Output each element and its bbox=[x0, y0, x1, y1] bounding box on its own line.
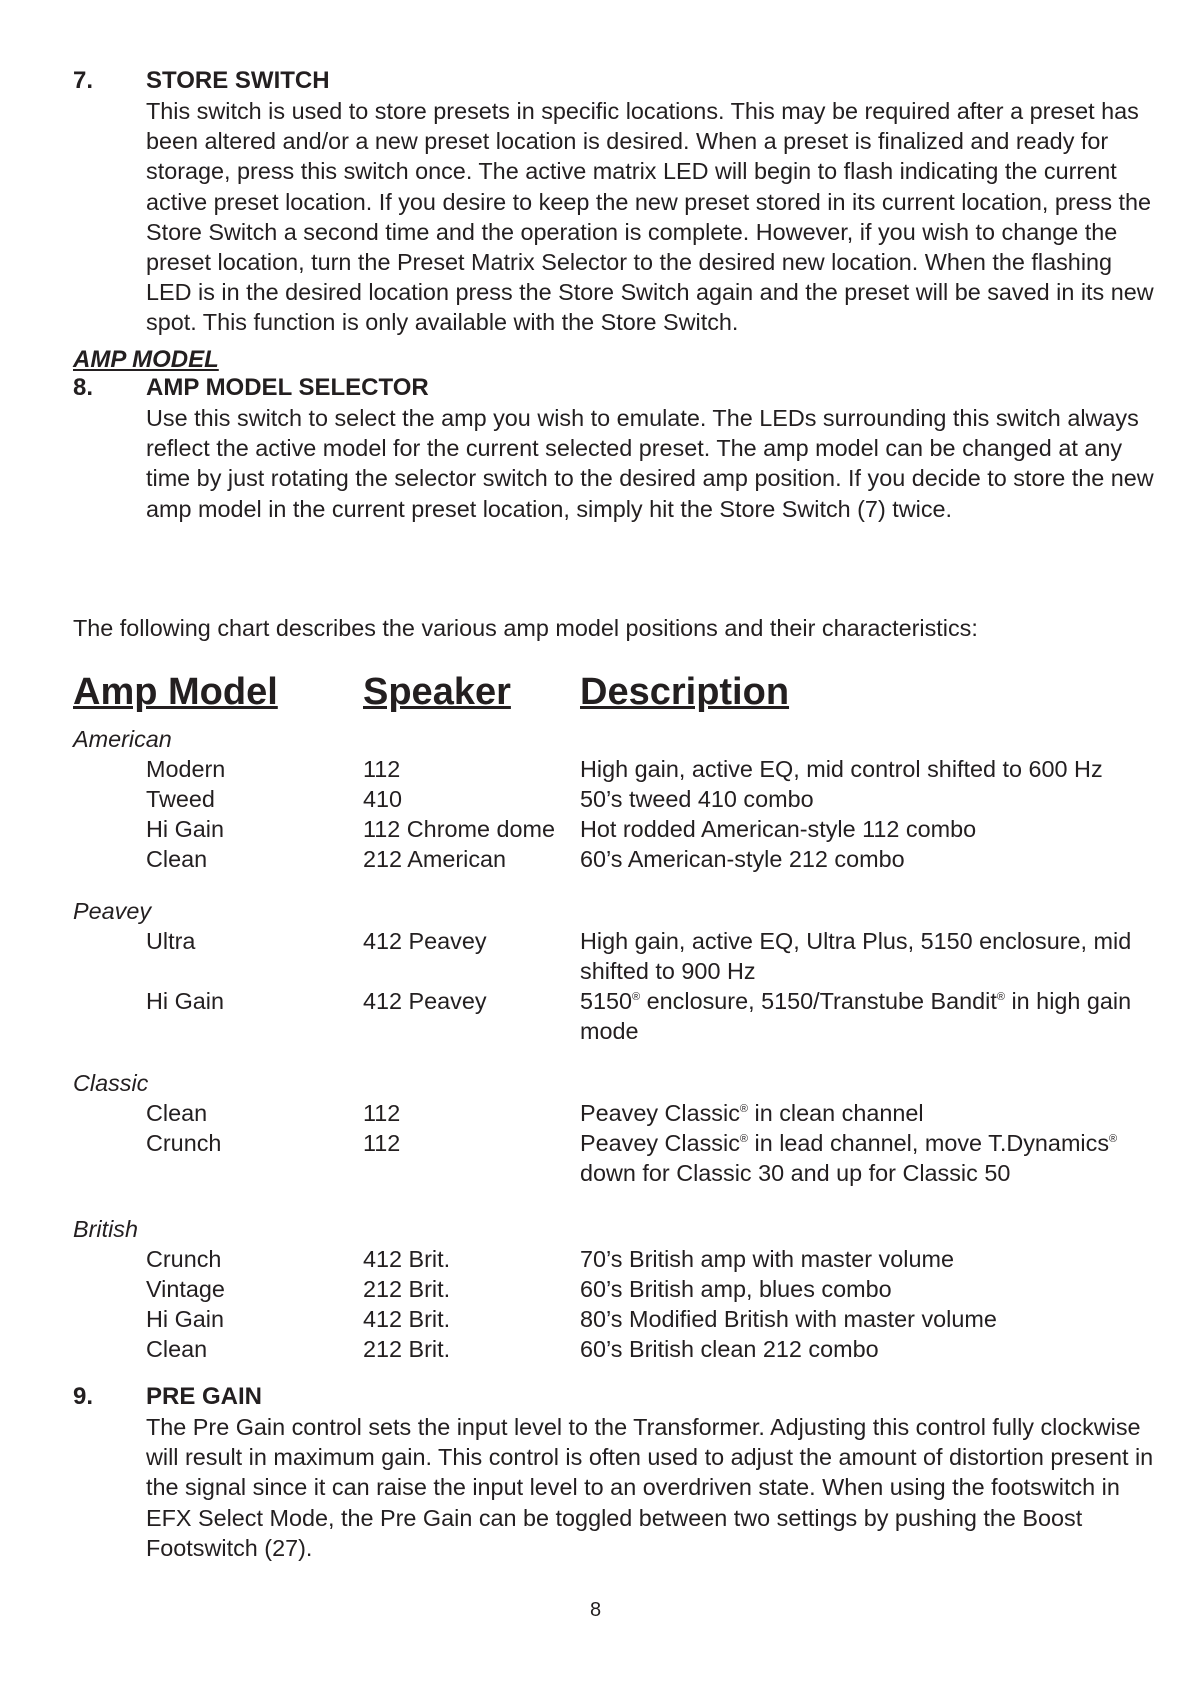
cell-description: 50’s tweed 410 combo bbox=[580, 786, 814, 812]
cell-speaker: 212 American bbox=[363, 846, 507, 872]
cell-speaker: 412 Peavey bbox=[363, 988, 487, 1014]
cell-speaker: 112 bbox=[363, 756, 401, 782]
registered-mark: ® bbox=[739, 1103, 749, 1115]
item-7-number: 7. bbox=[73, 67, 94, 94]
cell-speaker: 212 Brit. bbox=[363, 1336, 451, 1362]
cell-speaker: 410 bbox=[363, 786, 403, 812]
item-9-body: The Pre Gain control sets the input level to the Transformer. Adjusting this control fully clockwise will result in maximum gain. This control is often used to adjust the amount of distortion present in the signal since it can raise the input level to an overdriven state. When using the footswitch in EFX Select Mode, the Pre Gain can be toggled between two settings by pushing the Boost Footswitch (27). bbox=[146, 1414, 1154, 1561]
cell-description: 80’s Modified British with master volume bbox=[580, 1306, 997, 1332]
cell-amp-model: Ultra bbox=[146, 928, 196, 954]
description-text: in lead channel, move T.Dynamics bbox=[748, 1130, 1110, 1156]
section-title-amp-model: AMP MODEL bbox=[73, 346, 219, 373]
cell-amp-model: Hi Gain bbox=[146, 1306, 224, 1332]
group-name-american: American bbox=[73, 726, 172, 752]
cell-amp-model: Clean bbox=[146, 846, 208, 872]
column-header-amp-model: Amp Model bbox=[73, 671, 278, 713]
description-text: 5150 bbox=[580, 988, 633, 1014]
item-9-number: 9. bbox=[73, 1383, 94, 1410]
column-header-speaker: Speaker bbox=[363, 671, 511, 713]
registered-mark: ® bbox=[739, 1133, 749, 1145]
column-header-description: Description bbox=[580, 671, 790, 713]
description-text: in clean channel bbox=[748, 1100, 924, 1126]
page-number: 8 bbox=[589, 1599, 602, 1621]
description-text: in high gain mode bbox=[580, 988, 1132, 1044]
cell-amp-model: Hi Gain bbox=[146, 816, 224, 842]
item-9-heading: PRE GAIN bbox=[146, 1383, 263, 1410]
chart-intro: The following chart describes the various amp model positions and their characteristics: bbox=[73, 615, 978, 641]
cell-amp-model: Modern bbox=[146, 756, 226, 782]
group-name-classic: Classic bbox=[73, 1070, 149, 1096]
cell-description: 70’s British amp with master volume bbox=[580, 1246, 954, 1272]
description-text: Peavey Classic bbox=[580, 1130, 740, 1156]
description-text: down for Classic 30 and up for Classic 50 bbox=[580, 1160, 1011, 1186]
cell-amp-model: Hi Gain bbox=[146, 988, 224, 1014]
registered-mark: ® bbox=[632, 991, 641, 1003]
cell-amp-model: Vintage bbox=[146, 1276, 225, 1302]
cell-speaker: 112 bbox=[363, 1130, 401, 1156]
group-name-british: British bbox=[73, 1216, 138, 1242]
cell-speaker: 412 Brit. bbox=[363, 1246, 451, 1272]
cell-description bbox=[580, 1128, 1160, 1188]
cell-amp-model: Clean bbox=[146, 1100, 208, 1126]
cell-description: 60’s American-style 212 combo bbox=[580, 846, 905, 872]
cell-description: 60’s British clean 212 combo bbox=[580, 1336, 879, 1362]
description-text: Peavey Classic bbox=[580, 1100, 740, 1126]
cell-amp-model: Crunch bbox=[146, 1130, 222, 1156]
cell-speaker: 412 Brit. bbox=[363, 1306, 451, 1332]
registered-mark: ® bbox=[996, 991, 1005, 1003]
registered-mark: ® bbox=[1109, 1133, 1118, 1145]
item-7-body: This switch is used to store presets in specific locations. This may be required after a preset has been altered and/or a new preset location is desired. When a preset is finalized and ready for storage, press this switch once. The active matrix LED will begin to flash indicating the current active preset location. If you desire to keep the new preset stored in its current location, press the Store Switch a second time and the operation is complete. However, if you wish to change the preset location, turn the Preset Matrix Selector to the desired new location. When the flashing LED is in the desired location press the Store Switch again and the preset will be saved in its new spot. This function is only available with the Store Switch. bbox=[146, 98, 1154, 336]
cell-description: High gain, active EQ, Ultra Plus, 5150 enclosure, mid shifted to 900 Hz bbox=[580, 928, 1132, 984]
cell-speaker: 112 Chrome dome bbox=[363, 816, 555, 842]
item-7-heading: STORE SWITCH bbox=[146, 67, 330, 94]
cell-description: High gain, active EQ, mid control shifted to 600 Hz bbox=[580, 756, 1103, 782]
item-8-body: Use this switch to select the amp you wish to emulate. The LEDs surrounding this switch always reflect the active model for the current selected preset. The amp model can be changed at any time by just rotating the selector switch to the desired amp position. If you decide to store the new amp model in the current preset location, simply hit the Store Switch (7) twice. bbox=[146, 405, 1154, 522]
cell-speaker: 412 Peavey bbox=[363, 928, 487, 954]
cell-description bbox=[580, 1098, 1160, 1128]
cell-amp-model: Tweed bbox=[146, 786, 215, 812]
cell-amp-model: Clean bbox=[146, 1336, 208, 1362]
item-8-number: 8. bbox=[73, 374, 94, 401]
item-8-heading: AMP MODEL SELECTOR bbox=[146, 374, 429, 401]
cell-speaker: 212 Brit. bbox=[363, 1276, 451, 1302]
group-name-peavey: Peavey bbox=[73, 898, 152, 924]
cell-amp-model: Crunch bbox=[146, 1246, 222, 1272]
cell-description: Hot rodded American-style 112 combo bbox=[580, 816, 977, 842]
cell-description bbox=[580, 986, 1160, 1046]
cell-description: 60’s British amp, blues combo bbox=[580, 1276, 892, 1302]
description-text: enclosure, 5150/Transtube Bandit bbox=[640, 988, 997, 1014]
cell-speaker: 112 bbox=[363, 1100, 401, 1126]
